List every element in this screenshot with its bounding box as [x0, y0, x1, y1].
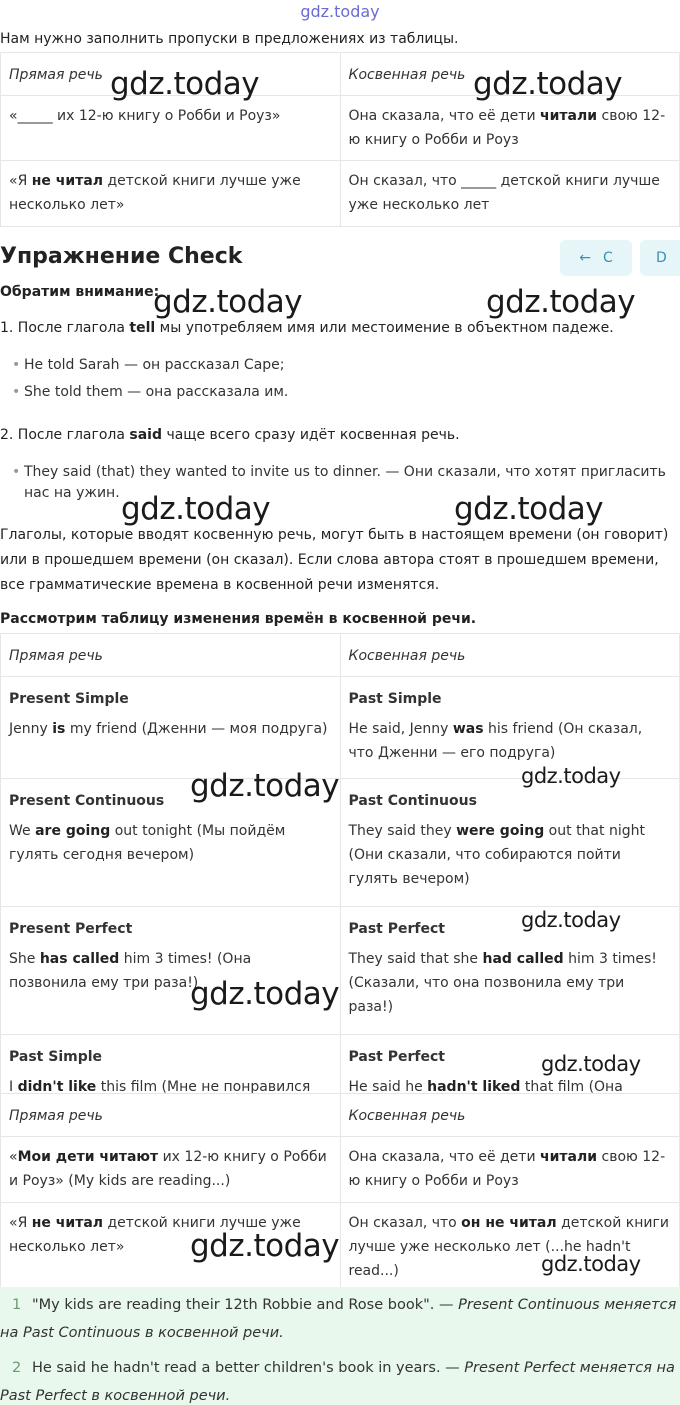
table-row	[1, 96, 680, 161]
prev-exercise-button[interactable]	[560, 240, 632, 276]
watermark-logo: gdz.today	[190, 1228, 340, 1264]
watermark-logo: gdz.today	[521, 764, 621, 788]
note-heading: Обратим внимание:	[0, 284, 160, 300]
tense-cell-direct: Present Simple Jenny is my friend (Дженни — моя подруга)	[1, 677, 341, 779]
answer-cell-reported: Она сказала, что её дети читали свою 12-ю книгу о Робби и Роуз	[340, 1137, 680, 1203]
tenses-header-reported: Косвенная речь	[340, 634, 680, 677]
tense-cell-direct: Present Continuous We are going out tonight (Мы пойдём гулять сегодня вечером)	[1, 779, 341, 907]
task-cell-reported: Она сказала, что её дети читали свою 12-ю книгу о Робби и Роуз	[340, 96, 680, 161]
table-row	[1, 677, 680, 779]
task-table	[0, 52, 680, 227]
list-item: • She told them — она рассказала им.	[0, 382, 680, 403]
tense-cell-reported: Past Simple He said, Jenny was his friend (Он сказал, что Дженни — его подруга)	[340, 677, 680, 779]
tenses-table	[0, 633, 680, 1093]
table-row	[1, 1035, 680, 1094]
prev-exercise-label: C	[602, 250, 613, 266]
arrow-left-icon: ←	[579, 250, 591, 266]
answer-header-direct: Прямая речь	[1, 1094, 341, 1137]
watermark-logo: gdz.today	[190, 768, 340, 804]
task-cell-reported: Он сказал, что _____ детской книги лучше уже несколько лет	[340, 161, 680, 227]
tense-cell-direct: Past Simple I didn't like this film (Мне не понравился	[1, 1035, 341, 1094]
tenses-table-clip	[0, 633, 680, 1093]
list-item: • They said (that) they wanted to invite us to dinner. — Они сказали, что хотят пригласить нас на ужин.	[0, 462, 680, 504]
answers-block	[0, 1287, 680, 1405]
table-row	[1, 1203, 680, 1292]
table-row	[1, 1137, 680, 1203]
tense-cell-direct: Present Perfect She has called him 3 times! (Она позвонила ему три раза!)	[1, 907, 341, 1035]
watermark-logo: gdz.today	[110, 66, 260, 102]
watermark-logo: gdz.today	[521, 908, 621, 932]
task-table-header-direct: Прямая речь	[1, 53, 341, 96]
rule-said: 2. После глагола said чаще всего сразу идёт косвенная речь.	[0, 427, 460, 443]
tense-cell-reported: Past Perfect He said he hadn't liked that film (Она	[340, 1035, 680, 1094]
watermark-logo: gdz.today	[454, 491, 604, 527]
tenses-table-caption: Рассмотрим таблицу изменения времён в косвенной речи.	[0, 611, 477, 627]
tense-cell-reported: Past Perfect They said that she had called him 3 times! (Сказали, что она позвонила ему три раза!)	[340, 907, 680, 1035]
watermark-logo: gdz.today	[473, 66, 623, 102]
exercise-title: Упражнение Check	[0, 244, 243, 269]
task-cell-direct: «Я не читал детской книги лучше уже несколько лет»	[1, 161, 341, 227]
table-row	[1, 161, 680, 227]
task-table-header-reported: Косвенная речь	[340, 53, 680, 96]
next-exercise-label: D	[656, 250, 667, 266]
rule-tell: 1. После глагола tell мы употребляем имя или местоимение в объектном падеже.	[0, 320, 614, 336]
table-row	[1, 779, 680, 907]
answer-item: 1 "My kids are reading their 12th Robbie and Rose book". — Present Continuous меняется на Past Continuous в косвенной речи.	[0, 1291, 680, 1347]
list-item: • He told Sarah — он рассказал Саре;	[0, 355, 680, 376]
next-exercise-button[interactable]	[640, 240, 680, 276]
paragraph-line: или в прошедшем времени (он сказал). Если слова автора стоят в прошедшем времени,	[0, 552, 659, 568]
answer-cell-direct: «Мои дети читают их 12-ю книгу о Робби и Роуз» (My kids are reading...)	[1, 1137, 341, 1203]
watermark-logo: gdz.today	[153, 284, 303, 320]
answer-cell-direct: «Я не читал детской книги лучше уже несколько лет»	[1, 1203, 341, 1292]
answer-header-reported: Косвенная речь	[340, 1094, 680, 1137]
tenses-header-direct: Прямая речь	[1, 634, 341, 677]
watermark-logo: gdz.today	[121, 491, 271, 527]
tense-cell-reported: Past Continuous They said they were going out that night (Они сказали, что собираются пойти гулять вечером)	[340, 779, 680, 907]
watermark-logo: gdz.today	[190, 976, 340, 1012]
said-examples-list	[0, 462, 680, 504]
tell-examples-list	[0, 355, 680, 403]
answer-number: 1	[12, 1297, 22, 1313]
answer-table	[0, 1093, 680, 1292]
watermark-logo: gdz.today	[541, 1252, 641, 1276]
intro-text: Нам нужно заполнить пропуски в предложениях из таблицы.	[0, 31, 459, 47]
watermark-logo: gdz.today	[486, 284, 636, 320]
answer-item: 2 He said he hadn't read a better children's book in years. — Present Perfect меняется на Past Perfect в косвенной речи.	[0, 1354, 680, 1405]
paragraph-line: Глаголы, которые вводят косвенную речь, могут быть в настоящем времени (он говорит)	[0, 527, 669, 543]
paragraph-line: все грамматические времена в косвенной речи изменятся.	[0, 577, 440, 593]
partial-line-clip	[0, 280, 680, 303]
answer-number: 2	[12, 1360, 22, 1376]
task-cell-direct: «_____ их 12-ю книгу о Робби и Роуз»	[1, 96, 341, 161]
table-row	[1, 907, 680, 1035]
site-logo-text[interactable]: gdz.today	[300, 2, 380, 21]
answer-cell-reported: Он сказал, что он не читал детской книги лучше уже несколько лет (...he hadn't read...)	[340, 1203, 680, 1292]
watermark-logo: gdz.today	[541, 1052, 641, 1076]
